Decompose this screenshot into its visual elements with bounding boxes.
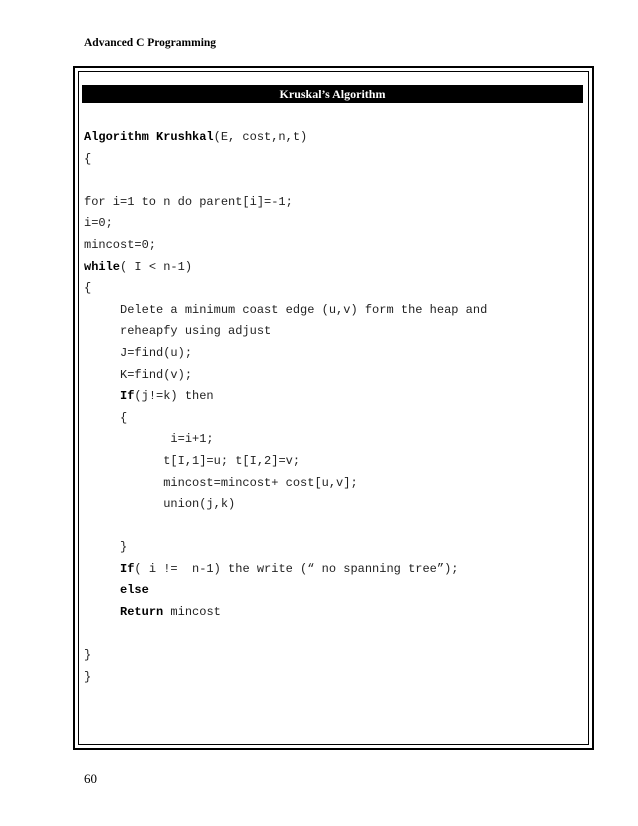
code-line bbox=[84, 451, 584, 473]
code-text: mincost=0; bbox=[84, 237, 157, 252]
code-line bbox=[84, 667, 584, 689]
code-text: mincost bbox=[163, 605, 221, 620]
code-line bbox=[84, 257, 584, 279]
code-text: t[I,1]=u; t[I,2]=v; bbox=[163, 453, 301, 468]
code-text: (j!=k) then bbox=[134, 389, 214, 404]
code-text: i=0; bbox=[84, 216, 113, 231]
pseudocode-block bbox=[84, 127, 584, 688]
code-text: } bbox=[84, 669, 92, 684]
code-keyword: If bbox=[120, 389, 135, 404]
code-text: ( I < n-1) bbox=[120, 259, 193, 274]
code-line bbox=[84, 343, 584, 365]
code-text: { bbox=[84, 151, 92, 166]
code-line bbox=[84, 213, 584, 235]
code-line bbox=[84, 580, 584, 602]
code-line bbox=[84, 494, 584, 516]
code-line bbox=[84, 235, 584, 257]
code-keyword: Algorithm Krushkal bbox=[84, 130, 214, 144]
code-line bbox=[84, 149, 584, 171]
code-line bbox=[84, 408, 584, 430]
code-line bbox=[84, 473, 584, 495]
code-line bbox=[84, 321, 584, 343]
code-text: K=find(v); bbox=[120, 367, 193, 382]
code-text: { bbox=[120, 410, 128, 425]
code-text: { bbox=[84, 281, 92, 296]
page-number: 60 bbox=[84, 771, 97, 786]
code-line bbox=[84, 559, 584, 581]
code-line bbox=[84, 278, 584, 300]
code-line bbox=[84, 365, 584, 387]
code-text: for i=1 to n do parent[i]=-1; bbox=[84, 194, 293, 209]
code-line bbox=[84, 645, 584, 667]
code-line bbox=[84, 170, 584, 192]
code-line bbox=[84, 429, 584, 451]
code-text: i=i+1; bbox=[170, 432, 214, 447]
running-header: Advanced C Programming bbox=[84, 37, 217, 49]
code-text: (E, cost,n,t) bbox=[213, 130, 308, 144]
code-keyword: while bbox=[84, 259, 121, 274]
code-keyword: If bbox=[120, 561, 135, 576]
code-line bbox=[84, 300, 584, 322]
code-keyword: Return bbox=[120, 605, 164, 620]
code-text: Delete a minimum coast edge (u,v) form the heap and bbox=[120, 302, 488, 317]
code-text: } bbox=[120, 540, 128, 555]
code-text: reheapfy using adjust bbox=[120, 324, 272, 339]
code-line bbox=[84, 192, 584, 214]
algorithm-title-bar: Kruskal’s Algorithm bbox=[82, 85, 583, 103]
code-text: ( i != n-1) the write (“ no spanning tree”); bbox=[134, 561, 459, 576]
code-text: mincost=mincost+ cost[u,v]; bbox=[163, 475, 358, 490]
code-text: J=find(u); bbox=[120, 345, 193, 360]
code-text: union(j,k) bbox=[163, 497, 236, 512]
code-line bbox=[84, 127, 584, 149]
code-line bbox=[84, 602, 584, 624]
code-line bbox=[84, 624, 584, 646]
code-line bbox=[84, 386, 584, 408]
code-line bbox=[84, 537, 584, 559]
code-line bbox=[84, 516, 584, 538]
code-text: } bbox=[84, 648, 92, 663]
code-keyword: else bbox=[120, 583, 149, 598]
